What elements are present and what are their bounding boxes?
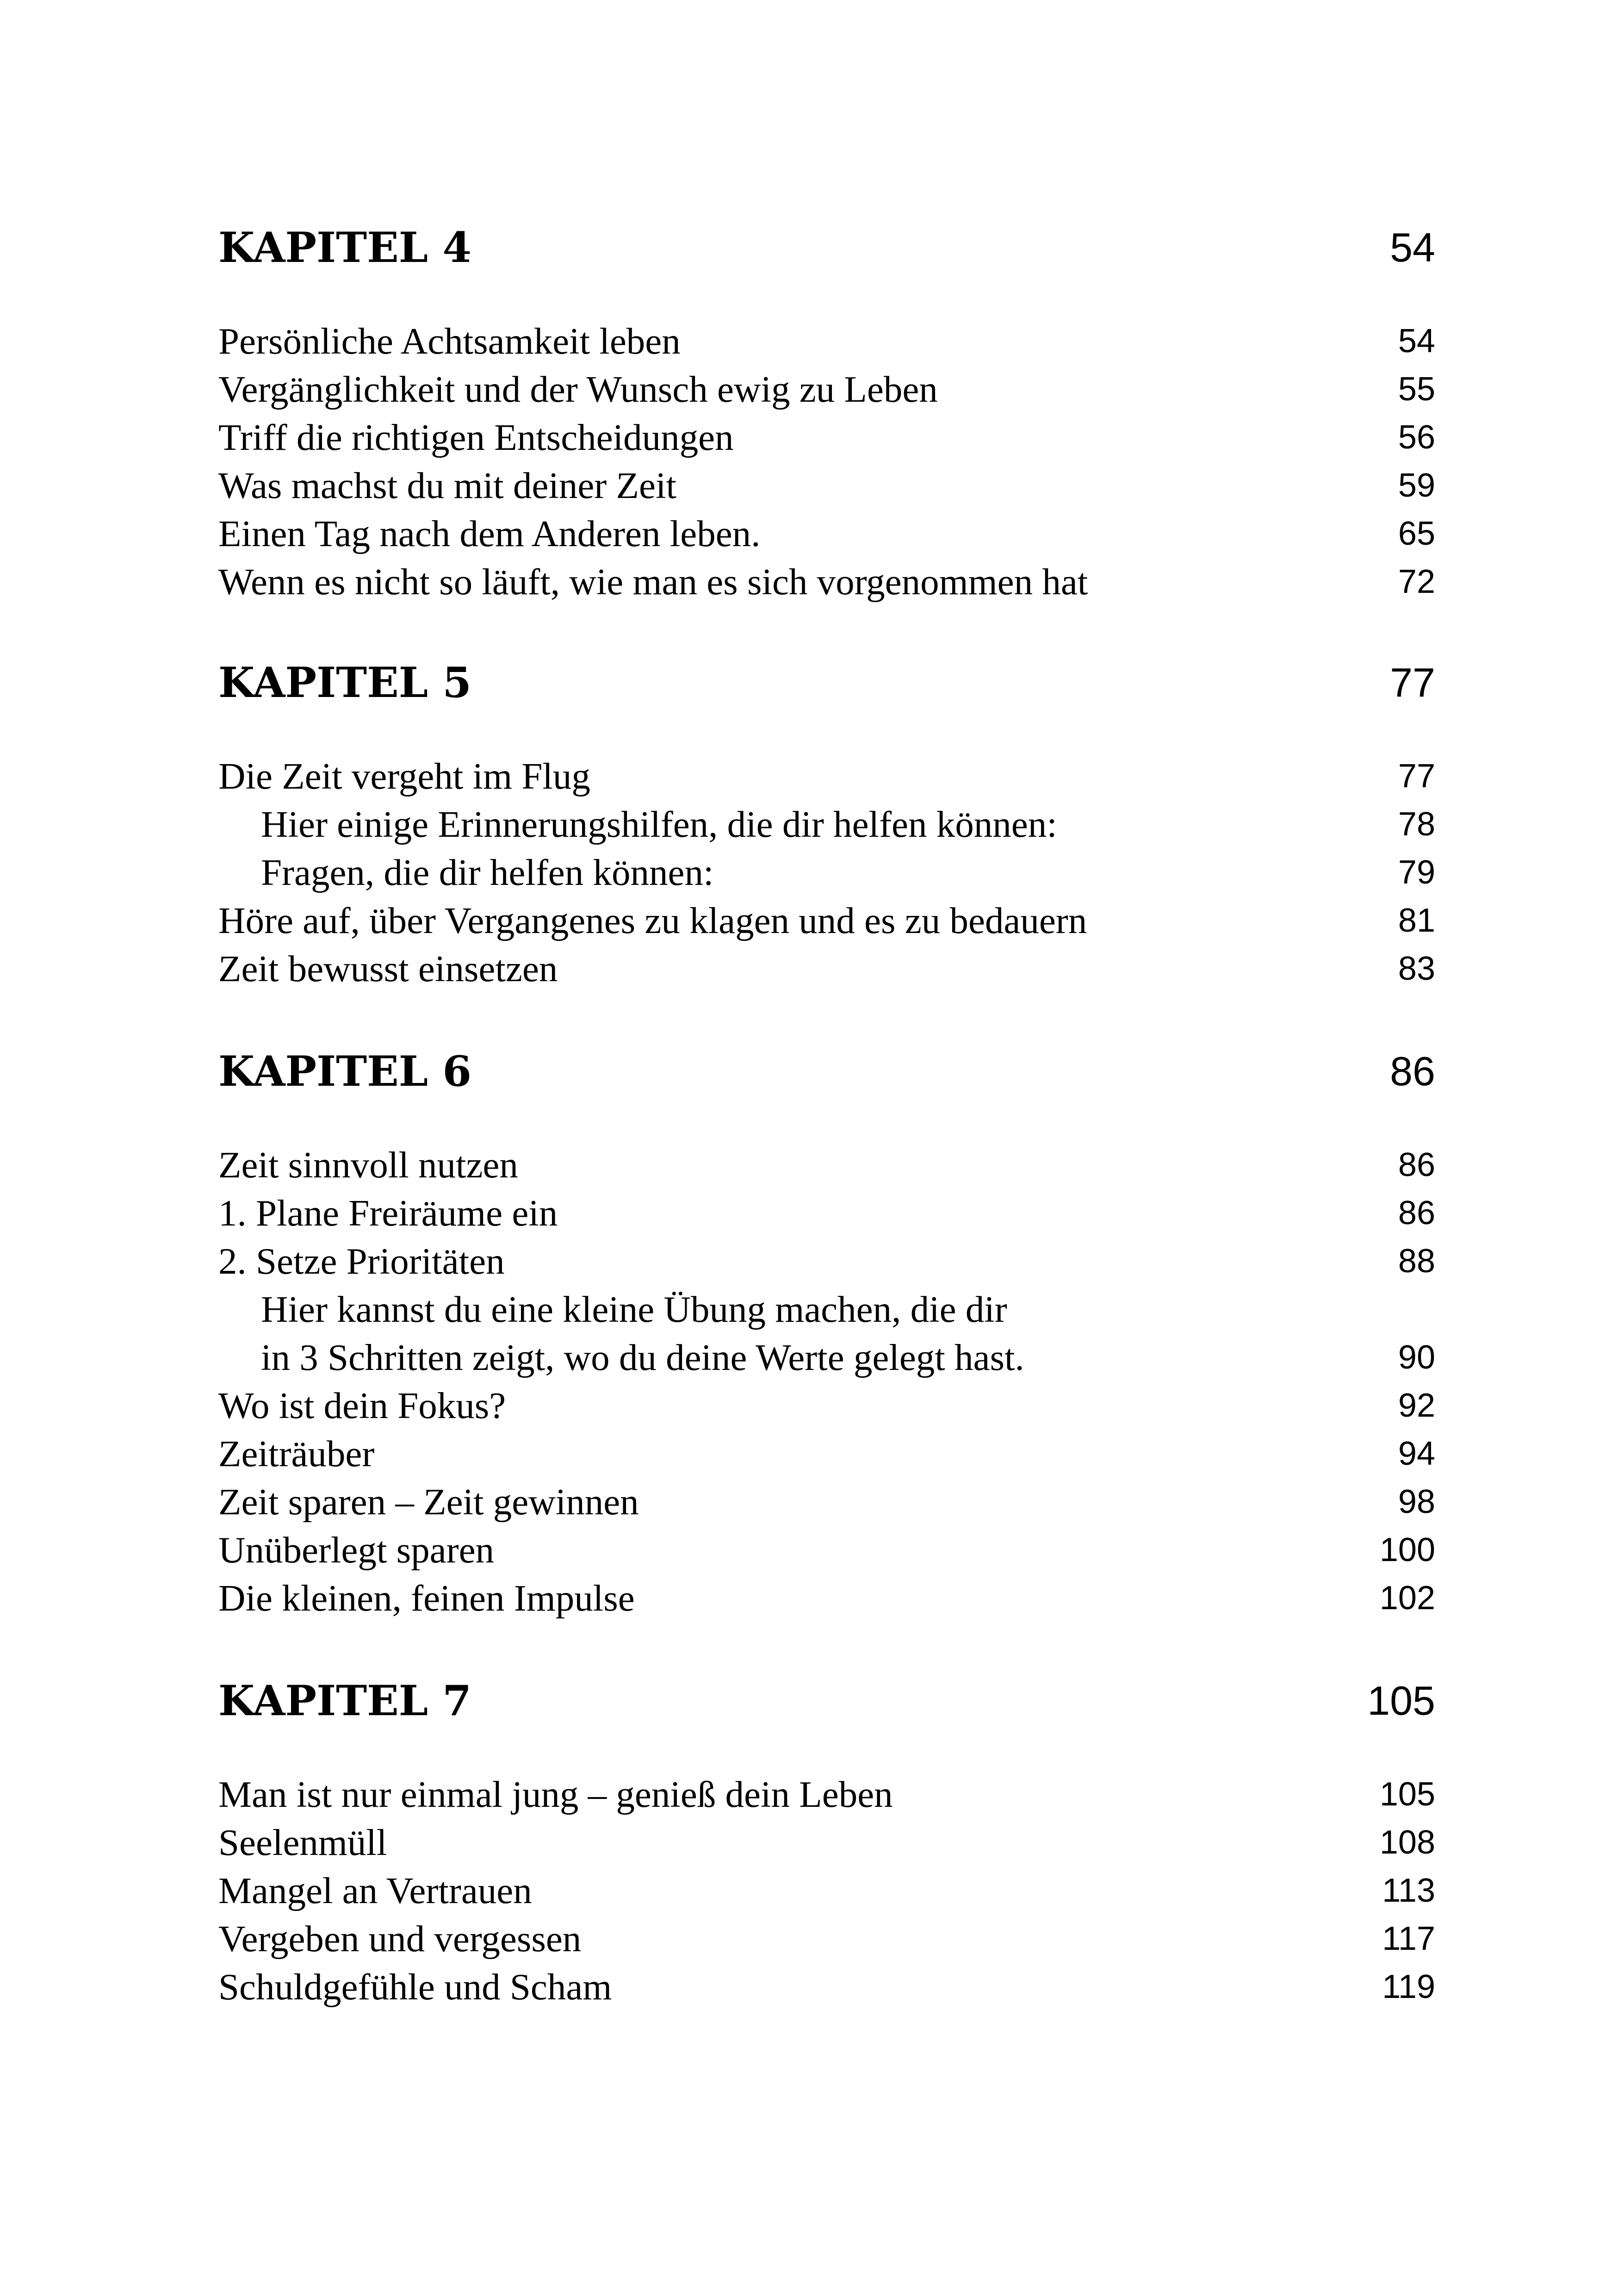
entry-list [218,752,1435,993]
entry-page-number: 119 [1382,1968,1435,2005]
entry-page-number: 77 [1398,758,1435,795]
entry-page-number: 79 [1398,854,1435,891]
chapter-section [218,1041,1435,1622]
entry-title: Mangel an Vertrauen [218,1870,532,1911]
toc-subentry [218,1333,1435,1381]
chapter-section [218,218,1435,606]
toc-entry [218,1574,1435,1622]
toc-entry [218,1963,1435,2011]
toc-entry [218,1189,1435,1237]
entry-title: Hier einige Erinnerungshilfen, die dir helfen können: [261,803,1057,845]
chapter-title: KAPITEL 7 [218,1676,471,1725]
entry-page-number: 98 [1398,1483,1435,1520]
toc-entry [218,1526,1435,1574]
chapter-page-number: 86 [1390,1048,1435,1094]
entry-page-number: 78 [1398,806,1435,843]
entry-title: Die Zeit vergeht im Flug [218,755,590,797]
toc-entry [218,1381,1435,1430]
entry-page-number: 65 [1398,515,1435,552]
toc-entry [218,1141,1435,1189]
entry-title: 2. Setze Prioritäten [218,1240,505,1282]
entry-page-number: 86 [1398,1146,1435,1183]
entry-title: Unüberlegt sparen [218,1529,495,1571]
chapter-heading [218,1671,1435,1731]
entry-page-number: 83 [1398,950,1435,987]
entry-title: Hier kannst du eine kleine Übung machen, die dir [261,1288,1007,1330]
entry-title: Zeiträuber [218,1433,375,1475]
entry-page-number: 117 [1382,1920,1435,1957]
entry-title: 1. Plane Freiräume ein [218,1192,558,1234]
entry-page-number: 59 [1398,467,1435,504]
entry-page-number: 72 [1398,563,1435,600]
entry-title: Zeit bewusst einsetzen [218,948,558,989]
toc-entry [218,558,1435,606]
toc-entry [218,896,1435,945]
chapter-heading [218,653,1435,713]
entry-list [218,1770,1435,2011]
chapter-page-number: 105 [1367,1678,1435,1724]
entry-page-number: 113 [1382,1872,1435,1909]
entry-title: Seelenmüll [218,1822,387,1863]
toc-entry [218,1818,1435,1867]
entry-list [218,317,1435,606]
entry-title: in 3 Schritten zeigt, wo du deine Werte gelegt hast. [261,1337,1024,1378]
entry-title: Persönliche Achtsamkeit leben [218,320,681,362]
entry-title: Wo ist dein Fokus? [218,1385,506,1426]
toc-entry [218,752,1435,800]
chapter-heading [218,1041,1435,1101]
entry-page-number: 92 [1398,1387,1435,1424]
toc-entry [218,1430,1435,1478]
toc-subentry [218,800,1435,848]
entry-title: Einen Tag nach dem Anderen leben. [218,513,761,554]
entry-page-number: 102 [1379,1580,1435,1617]
entry-title: Zeit sinnvoll nutzen [218,1144,518,1186]
entry-page-number: 90 [1398,1339,1435,1376]
entry-title: Vergeben und vergessen [218,1918,582,1960]
entry-page-number: 86 [1398,1195,1435,1232]
toc-subentry [218,1285,1435,1333]
toc-entry [218,365,1435,413]
entry-title: Schuldgefühle und Scham [218,1966,612,2008]
entry-page-number: 56 [1398,419,1435,456]
toc-entry [218,413,1435,461]
entry-title: Was machst du mit deiner Zeit [218,465,676,506]
toc-entry [218,317,1435,365]
entry-page-number: 54 [1398,323,1435,360]
chapter-title: KAPITEL 4 [218,223,471,272]
chapter-page-number: 54 [1390,224,1435,270]
entry-page-number: 55 [1398,371,1435,408]
toc-entry [218,1915,1435,1963]
toc-entry [218,1770,1435,1818]
toc-entry [218,945,1435,993]
entry-title: Wenn es nicht so läuft, wie man es sich vorgenommen hat [218,561,1088,603]
entry-page-number: 81 [1398,902,1435,939]
entry-title: Triff die richtigen Entscheidungen [218,417,734,458]
entry-title: Man ist nur einmal jung – genieß dein Leben [218,1773,893,1815]
entry-title: Höre auf, über Vergangenes zu klagen und es zu bedauern [218,900,1087,941]
entry-title: Zeit sparen – Zeit gewinnen [218,1481,639,1523]
chapter-section [218,1671,1435,2011]
entry-page-number: 94 [1398,1435,1435,1472]
toc-subentry [218,848,1435,896]
chapter-section [218,653,1435,993]
entry-title: Fragen, die dir helfen können: [261,852,714,893]
chapter-title: KAPITEL 6 [218,1047,471,1096]
entry-title: Vergänglichkeit und der Wunsch ewig zu Leben [218,368,938,410]
toc-entry [218,1237,1435,1285]
entry-page-number: 88 [1398,1243,1435,1280]
entry-page-number: 100 [1379,1531,1435,1568]
chapter-page-number: 77 [1390,660,1435,705]
toc-entry [218,1478,1435,1526]
toc-entry [218,1867,1435,1915]
toc-entry [218,510,1435,558]
chapter-heading [218,218,1435,278]
entry-page-number: 108 [1379,1824,1435,1861]
chapter-title: KAPITEL 5 [218,658,471,707]
entry-list [218,1141,1435,1622]
toc-entry [218,461,1435,510]
entry-page-number: 105 [1379,1776,1435,1813]
entry-title: Die kleinen, feinen Impulse [218,1577,635,1619]
